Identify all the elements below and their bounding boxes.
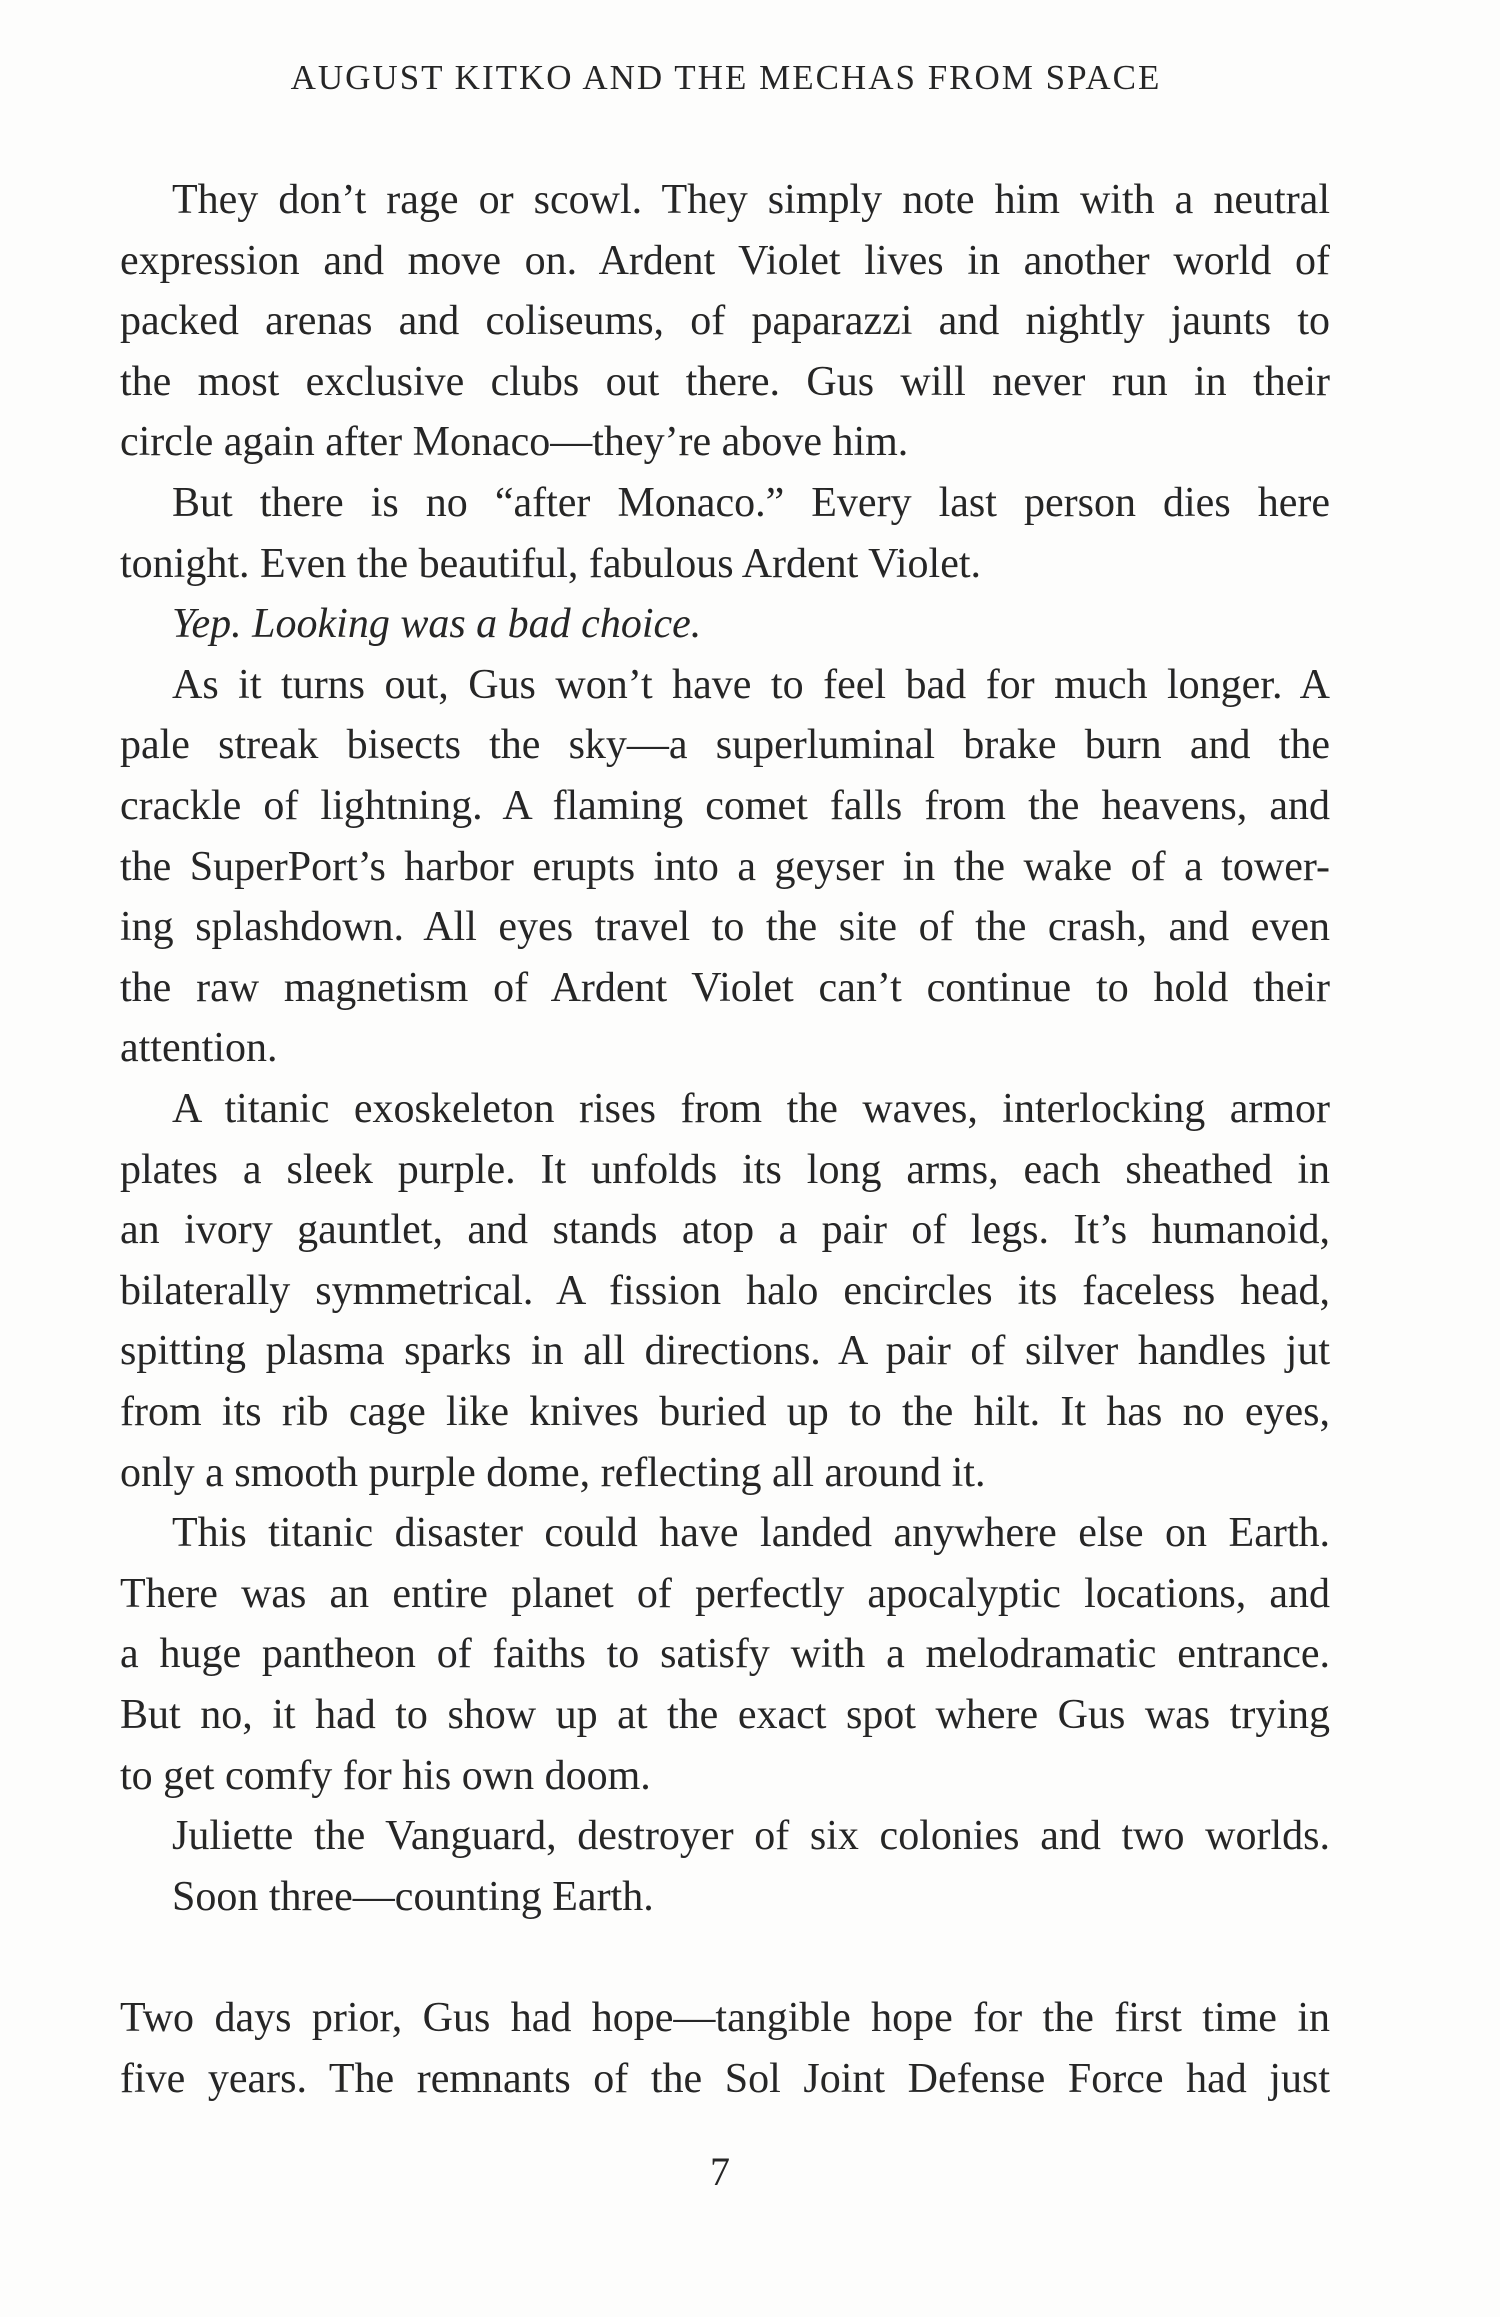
text-line: an ivory gauntlet, and stands atop a pair of legs. It’s humanoid, bbox=[120, 1207, 1330, 1254]
text-line: Two days prior, Gus had hope—tangible hope for the first time in bbox=[120, 1995, 1330, 2041]
text-line: They don’t rage or scowl. They simply note him with a neutral bbox=[172, 177, 1330, 223]
text-line: ing splashdown. All eyes travel to the site of the crash, and even bbox=[120, 904, 1330, 951]
text-line: But no, it had to show up at the exact spot where Gus was trying bbox=[120, 1692, 1330, 1738]
text-line: circle again after Monaco—they’re above him. bbox=[120, 419, 909, 466]
text-line: Soon three—counting Earth. bbox=[172, 1873, 654, 1920]
text-line: to get comfy for his own doom. bbox=[120, 1752, 651, 1799]
text-line: five years. The remnants of the Sol Joint Defense Force had just bbox=[120, 2055, 1330, 2102]
text-line: bilaterally symmetrical. A fission halo encircles its faceless head, bbox=[120, 1267, 1330, 1314]
text-line: attention. bbox=[120, 1025, 278, 1072]
text-line: This titanic disaster could have landed anywhere else on Earth. bbox=[172, 1510, 1330, 1557]
text-line: pale streak bisects the sky—a superluminal brake burn and the bbox=[120, 722, 1330, 769]
running-header: AUGUST KITKO AND THE MECHAS FROM SPACE bbox=[290, 58, 1162, 97]
text-line: expression and move on. Ardent Violet lives in another world of bbox=[120, 237, 1330, 284]
text-line: only a smooth purple dome, reflecting all around it. bbox=[120, 1449, 986, 1496]
text-line: from its rib cage like knives buried up to the hilt. It has no eyes, bbox=[120, 1389, 1330, 1435]
text-line: a huge pantheon of faiths to satisfy with a melodramatic entrance. bbox=[120, 1631, 1330, 1678]
text-line: Yep. Looking was a bad choice. bbox=[172, 601, 702, 648]
text-line: the raw magnetism of Ardent Violet can’t continue to hold their bbox=[120, 964, 1330, 1011]
text-line: There was an entire planet of perfectly apocalyptic locations, and bbox=[120, 1570, 1330, 1617]
text-line: But there is no “after Monaco.” Every last person dies here bbox=[172, 480, 1330, 526]
page-number: 7 bbox=[710, 2149, 730, 2194]
text-line: A titanic exoskeleton rises from the waves, interlocking armor bbox=[172, 1086, 1330, 1132]
text-line: plates a sleek purple. It unfolds its long arms, each sheathed in bbox=[120, 1146, 1330, 1193]
text-line: As it turns out, Gus won’t have to feel bad for much longer. A bbox=[172, 661, 1330, 708]
text-line: crackle of lightning. A flaming comet falls from the heavens, and bbox=[120, 783, 1330, 829]
text-line: the most exclusive clubs out there. Gus will never run in their bbox=[120, 358, 1330, 405]
text-line: spitting plasma sparks in all directions. A pair of silver handles jut bbox=[120, 1328, 1330, 1375]
text-line: packed arenas and coliseums, of paparazzi and nightly jaunts to bbox=[120, 298, 1330, 345]
text-line: tonight. Even the beautiful, fabulous Ardent Violet. bbox=[120, 540, 982, 587]
text-line: Juliette the Vanguard, destroyer of six colonies and two worlds. bbox=[172, 1813, 1330, 1860]
text-line: the SuperPort’s harbor erupts into a geyser in the wake of a tower- bbox=[120, 843, 1330, 890]
